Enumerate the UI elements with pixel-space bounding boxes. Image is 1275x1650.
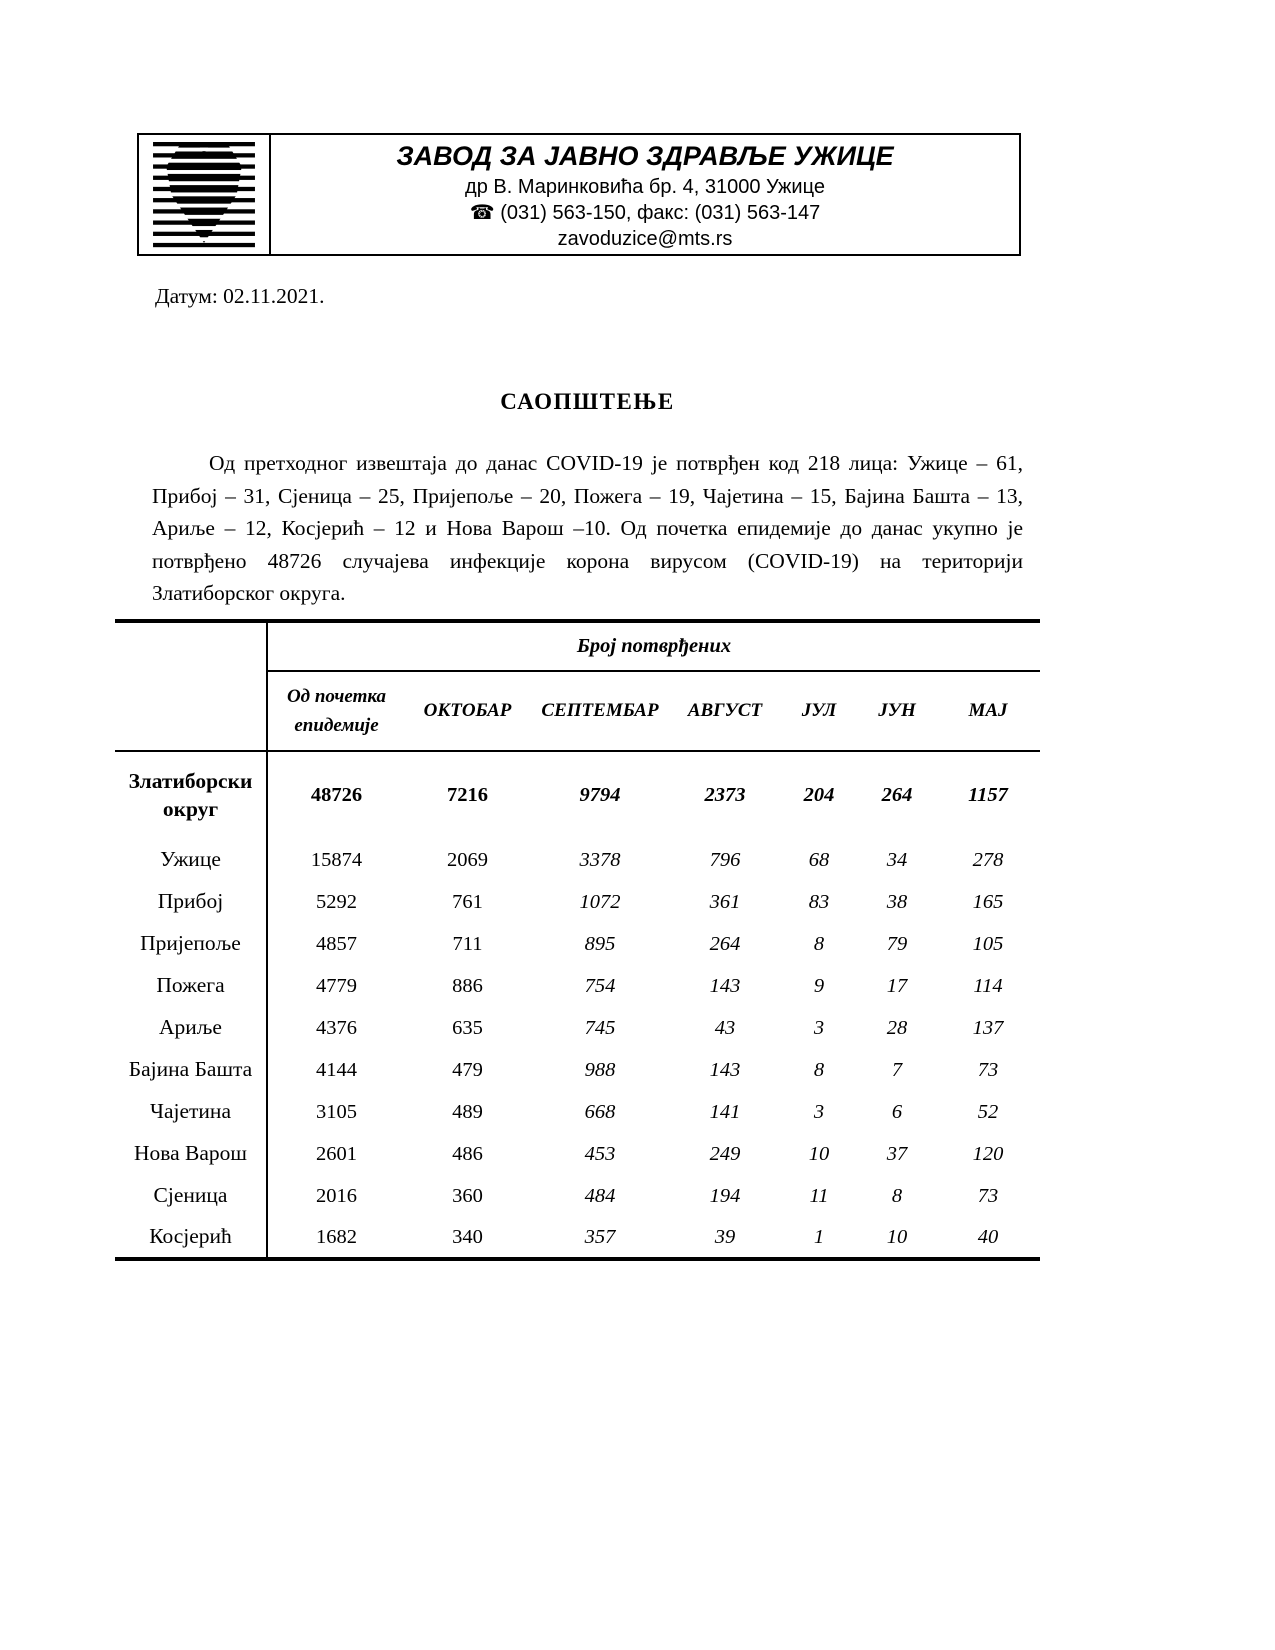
col-header-july: ЈУЛ [780, 671, 858, 751]
org-email: zavoduzice@mts.rs [557, 227, 733, 250]
table-row: Прибој 5292 761 1072 361 83 38 165 [115, 881, 1040, 923]
table-group-header-row [115, 621, 1040, 671]
table-row: Чајетина 3105 489 668 141 3 6 52 [115, 1091, 1040, 1133]
org-phone-line [470, 201, 821, 225]
org-logo-icon [153, 142, 255, 248]
table-group-header: Број потврђених [267, 621, 1040, 671]
org-name: ЗАВОД ЗА ЈАВНО ЗДРАВЉЕ УЖИЦЕ [396, 141, 894, 172]
col-header-may: МАЈ [936, 671, 1040, 751]
confirmed-cases-table [115, 619, 1040, 1261]
table-row: Пожега 4779 886 754 143 9 17 114 [115, 965, 1040, 1007]
col-header-epidemic-start [267, 671, 405, 751]
table-row: Нова Варош 2601 486 453 249 10 37 120 [115, 1133, 1040, 1175]
table-row: Пријепоље 4857 711 895 264 8 79 105 [115, 923, 1040, 965]
table-row: Сјеница 2016 360 484 194 11 8 73 [115, 1175, 1040, 1217]
org-address: др В. Маринковића бр. 4, 31000 Ужице [465, 175, 825, 198]
table-row: Косјерић 1682 340 357 39 1 10 40 [115, 1217, 1040, 1259]
table-row: Златиборски округ 48726 7216 9794 2373 204 264 1157 [115, 751, 1040, 839]
page-title: САОПШТЕЊЕ [500, 389, 675, 414]
confirmed-cases-table-wrap [115, 619, 1040, 1261]
col-header-june: ЈУН [858, 671, 936, 751]
table-row: Бајина Башта 4144 479 988 143 8 7 73 [115, 1049, 1040, 1091]
col-header-october: ОКТОБАР [405, 671, 530, 751]
logo-cell [139, 135, 271, 254]
org-phone: (031) 563-150, факс: (031) 563-147 [500, 201, 821, 224]
table-corner-cell [115, 621, 267, 751]
announcement-paragraph: Од претходног извештаја до данас COVID-19 је потврђен код 218 лица: Ужице – 61, Прибој – 31, Сјеница – 25, Пријепоље – 20, Пожега – 19, Чајетина – 15, Бајина Башта – 13, Ариље – 12, Косјерић – 12 и Нова Варош –10. Од почетка епидемије до данас укупно је потврђено 48726 случајева инфекције корона вирусом (COVID-19) на територији Златиборског округа. [152, 451, 1023, 606]
letterhead-box [137, 133, 1021, 256]
telephone-icon: ☎ [469, 201, 495, 224]
table-row: Ужице 15874 2069 3378 796 68 34 278 [115, 839, 1040, 881]
date-line: Датум: 02.11.2021. [155, 284, 325, 308]
col-header-august: АВГУСТ [670, 671, 780, 751]
letterhead-text [271, 135, 1019, 254]
col-header-epidemic-start-label: Од почетка епидемије [286, 685, 387, 736]
table-row: Ариље 4376 635 745 43 3 28 137 [115, 1007, 1040, 1049]
col-header-september: СЕПТЕМБАР [530, 671, 670, 751]
